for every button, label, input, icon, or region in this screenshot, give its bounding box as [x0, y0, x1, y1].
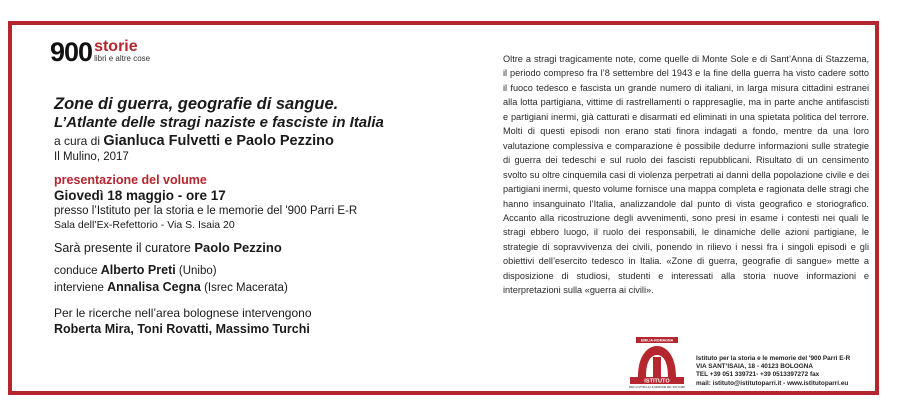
presence-prefix: Sarà presente il curatore — [54, 241, 191, 255]
institute-logo — [626, 337, 688, 389]
speaks-prefix: interviene — [54, 282, 104, 294]
invitation-card — [8, 21, 879, 395]
speaker-affiliation: (Isrec Macerata) — [204, 282, 288, 294]
book-subtitle: L’Atlante delle stragi naziste e fasciste in Italia — [54, 114, 384, 131]
institute-tel: TEL +39 051 339721- +39 0513397272 fax — [696, 371, 820, 379]
research-names: Roberta Mira, Toni Rovatti, Massimo Turchi — [54, 322, 310, 336]
institute-mail: mail: istituto@istitutoparri.it - www.istitutoparri.eu — [696, 379, 849, 387]
book-publisher: Il Mulino, 2017 — [54, 151, 129, 163]
book-title: Zone di guerra, geografie di sangue. — [54, 95, 339, 113]
presence-name: Paolo Pezzino — [194, 240, 282, 255]
event-date: Giovedì 18 maggio - ore 17 — [54, 188, 226, 203]
event-presence — [54, 240, 454, 256]
logo-subtitle-text: PER LA STORIA E LE MEMORIE DEL '900 PARRI — [628, 386, 686, 389]
logo-number: 900 — [50, 37, 93, 67]
event-venue: presso l’Istituto per la storia e le memorie del '900 Parri E-R — [54, 205, 358, 217]
authors-names: Gianluca Fulvetti e Paolo Pezzino — [103, 133, 334, 149]
conductor-name: Alberto Preti — [100, 263, 176, 277]
conducts-prefix: conduce — [54, 265, 98, 277]
speaker-name: Annalisa Cegna — [107, 280, 201, 294]
logo-tagline: libri e altre cose — [94, 54, 151, 63]
conductor-line — [54, 262, 454, 279]
book-authors — [54, 132, 454, 150]
logo-word: storie — [94, 38, 138, 55]
event-speakers — [54, 262, 454, 296]
logo-region-text: EMILIA-ROMAGNA — [640, 338, 674, 343]
book-description: Oltre a stragi tragicamente note, come quelle di Monte Sole e di Sant’Anna di Stazzema, il periodo compreso fra l’8 settembre del 1943 e la fine della guerra ha visto cadere sotto il fuoco tedesco e fascista un grande numero di italiani, in larga misura cittadini estranei alla lotta partigiana, vittime di rastrellamenti o rappresaglie, ma in parte anche antifascisti e partigiani inermi, già catturati e disarmati ed eliminati in una spietata politica del terrore. Molti di questi episodi non erano stati finora indagati a fondo, mentre da una loro valutazione complessiva e comparazione è possibile dedurre informazioni sulle strategie di guerra dei tedeschi e sul ruolo dei fascisti repubblicani. Risultato di un censimento svolto su oltre cinquemila casi di violenza perpetrati ai danni della popolazione civile e dei partigiani inermi, questo volume fornisce una mappa completa e ragionata delle stragi che hanno insanguinato l’Italia, analizzandole dal punto di vista geografico e storiografico. Accanto alla ricostruzione degli avvenimenti, sono presi in esame i contesti nei quali le stragi ebbero luogo, il ruolo dei responsabili, le dinamiche delle azioni partigiane, le strategie di sopravvivenza dei civili, ponendo in rilievo i nessi fra i singoli episodi e gli obiettivi dell’esercito tedesco in Italia. «Zone di guerra, geografie di sangue» mette a disposizione di studiosi, studenti e interessati alla storia nuove informazioni e interpretazioni sulla «guerra ai civili». — [503, 54, 869, 296]
institute-contacts — [696, 355, 896, 388]
event-room: Sala dell’Ex-Refettorio - Via S. Isaia 20 — [54, 219, 235, 231]
curated-prefix: a cura di — [54, 134, 101, 148]
event-details — [54, 95, 454, 337]
research-intro: Per le ricerche nell’area bolognese intervengono — [54, 306, 312, 320]
event-heading: presentazione del volume — [54, 173, 207, 187]
speaker-line — [54, 279, 454, 296]
institute-address: VIA SANT’ISAIA, 18 - 40123 BOLOGNA — [696, 363, 813, 371]
logo-istituto-text: ISTITUTO — [644, 378, 670, 385]
institute-name: Istituto per la storia e le memorie del '900 Parri E-R — [696, 355, 851, 362]
publisher-logo — [50, 39, 150, 65]
conductor-affiliation: (Unibo) — [178, 265, 217, 277]
